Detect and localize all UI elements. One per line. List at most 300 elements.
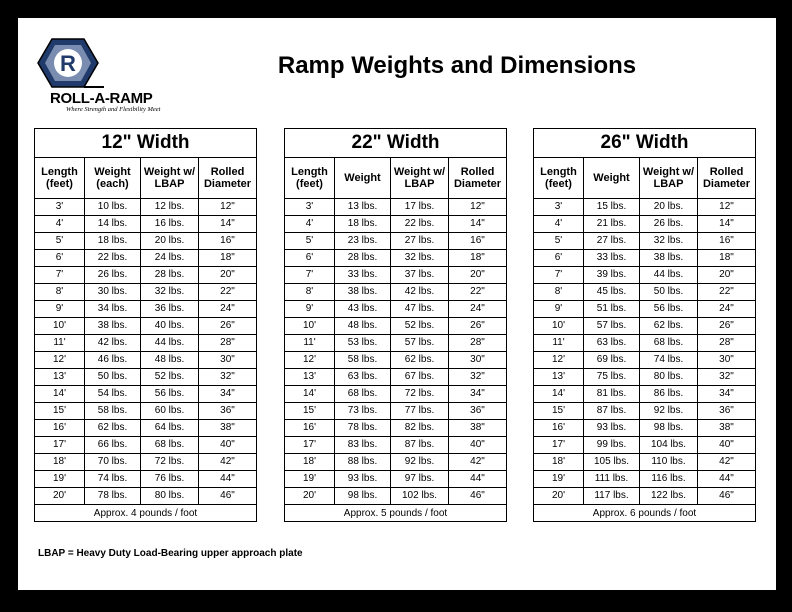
table-cell: 72 lbs. — [141, 454, 199, 471]
table-cell: 42 lbs. — [391, 284, 449, 301]
table-cell: 69 lbs. — [584, 352, 640, 369]
table-cell: 22 lbs. — [391, 216, 449, 233]
table-cell: 37 lbs. — [391, 267, 449, 284]
table-cell: 82 lbs. — [391, 420, 449, 437]
table-cell: 12' — [35, 352, 85, 369]
table-cell: 22" — [199, 284, 257, 301]
table-row — [35, 403, 257, 420]
header-row — [35, 158, 257, 199]
table-cell: 22 lbs. — [85, 250, 141, 267]
table-cell: 28" — [449, 335, 507, 352]
table-cell: 24 lbs. — [141, 250, 199, 267]
table-cell: 32" — [449, 369, 507, 386]
table-cell: 4' — [35, 216, 85, 233]
table-cell: 68 lbs. — [141, 437, 199, 454]
table-cell: 38" — [449, 420, 507, 437]
table-row — [534, 216, 756, 233]
table-cell: 47 lbs. — [391, 301, 449, 318]
table-cell: 5' — [35, 233, 85, 250]
table-cell: 58 lbs. — [85, 403, 141, 420]
table-cell: 34" — [698, 386, 756, 403]
table-cell: 87 lbs. — [391, 437, 449, 454]
lbap-footnote: LBAP = Heavy Duty Load-Bearing upper approach plate — [38, 548, 303, 559]
table-cell: 99 lbs. — [584, 437, 640, 454]
table-cell: 10' — [285, 318, 335, 335]
table-cell: 13' — [285, 369, 335, 386]
column-header: Weight w/ LBAP — [141, 158, 199, 199]
column-header: Weight w/ LBAP — [640, 158, 698, 199]
table-cell: 11' — [534, 335, 584, 352]
table-cell: 17 lbs. — [391, 199, 449, 216]
table-row — [35, 352, 257, 369]
table-row — [35, 267, 257, 284]
table-cell: 16 lbs. — [141, 216, 199, 233]
table-cell: 18" — [199, 250, 257, 267]
table-cell: 13' — [534, 369, 584, 386]
table-cell: 72 lbs. — [391, 386, 449, 403]
table-row — [35, 420, 257, 437]
table-cell: 98 lbs. — [335, 488, 391, 505]
weights-table — [533, 128, 756, 522]
table-cell: 14" — [698, 216, 756, 233]
table-cell: 38" — [199, 420, 257, 437]
table-cell: 75 lbs. — [584, 369, 640, 386]
table-cell: 14" — [199, 216, 257, 233]
table-cell: 11' — [35, 335, 85, 352]
table-cell: 28" — [698, 335, 756, 352]
table-cell: 57 lbs. — [584, 318, 640, 335]
table-row — [534, 284, 756, 301]
table-cell: 66 lbs. — [85, 437, 141, 454]
brand-tagline: Where Strength and Flexibility Meet — [66, 106, 161, 113]
table-cell: 92 lbs. — [391, 454, 449, 471]
table-cell: 14' — [534, 386, 584, 403]
table-row — [285, 488, 507, 505]
table-cell: 19' — [35, 471, 85, 488]
table-cell: 42 lbs. — [85, 335, 141, 352]
table-cell: 26 lbs. — [640, 216, 698, 233]
table-cell: 52 lbs. — [141, 369, 199, 386]
table-cell: 6' — [285, 250, 335, 267]
table-cell: 18' — [534, 454, 584, 471]
table-row — [534, 386, 756, 403]
table-cell: 104 lbs. — [640, 437, 698, 454]
table-cell: 40" — [199, 437, 257, 454]
table-cell: 14' — [285, 386, 335, 403]
table-cell: 46 lbs. — [85, 352, 141, 369]
table-cell: 33 lbs. — [584, 250, 640, 267]
table-cell: 33 lbs. — [335, 267, 391, 284]
table-cell: 102 lbs. — [391, 488, 449, 505]
table-cell: 20 lbs. — [141, 233, 199, 250]
table-cell: 16" — [698, 233, 756, 250]
table-row — [285, 369, 507, 386]
table-cell: 64 lbs. — [141, 420, 199, 437]
table-footer: Approx. 5 pounds / foot — [285, 505, 507, 522]
table-cell: 19' — [285, 471, 335, 488]
table-cell: 93 lbs. — [335, 471, 391, 488]
table-cell: 32 lbs. — [391, 250, 449, 267]
table-cell: 30 lbs. — [85, 284, 141, 301]
table-cell: 14' — [35, 386, 85, 403]
table-cell: 18' — [285, 454, 335, 471]
table-cell: 36 lbs. — [141, 301, 199, 318]
table-cell: 46" — [199, 488, 257, 505]
table-cell: 36" — [449, 403, 507, 420]
table-row — [534, 318, 756, 335]
table-cell: 46" — [449, 488, 507, 505]
table-row — [285, 352, 507, 369]
column-header: Weight w/ LBAP — [391, 158, 449, 199]
table-row — [534, 301, 756, 318]
table-cell: 40" — [698, 437, 756, 454]
table-cell: 15' — [35, 403, 85, 420]
table-cell: 18" — [698, 250, 756, 267]
table-cell: 6' — [534, 250, 584, 267]
table-cell: 12 lbs. — [141, 199, 199, 216]
table-row — [285, 216, 507, 233]
table-title: 26" Width — [534, 129, 756, 158]
table-cell: 38 lbs. — [335, 284, 391, 301]
table-cell: 17' — [534, 437, 584, 454]
table-cell: 20" — [199, 267, 257, 284]
table-cell: 24" — [698, 301, 756, 318]
table-cell: 68 lbs. — [640, 335, 698, 352]
document-page — [14, 14, 780, 594]
table-cell: 3' — [534, 199, 584, 216]
table-cell: 68 lbs. — [335, 386, 391, 403]
table-row — [285, 267, 507, 284]
table-cell: 28 lbs. — [335, 250, 391, 267]
table-cell: 10' — [534, 318, 584, 335]
table-title: 12" Width — [35, 129, 257, 158]
column-header: Weight — [584, 158, 640, 199]
table-row — [35, 335, 257, 352]
table-row — [285, 318, 507, 335]
table-row — [35, 250, 257, 267]
table-row — [534, 199, 756, 216]
table-row — [285, 454, 507, 471]
brand-name: ROLL-A-RAMP — [50, 90, 153, 107]
table-row — [534, 488, 756, 505]
table-row — [35, 216, 257, 233]
table-cell: 16' — [534, 420, 584, 437]
table-cell: 27 lbs. — [584, 233, 640, 250]
table-row — [35, 369, 257, 386]
table-cell: 13 lbs. — [335, 199, 391, 216]
table-row — [35, 488, 257, 505]
table-footer: Approx. 4 pounds / foot — [35, 505, 257, 522]
table-cell: 38" — [698, 420, 756, 437]
table-row — [35, 284, 257, 301]
table-cell: 70 lbs. — [85, 454, 141, 471]
table-cell: 24" — [449, 301, 507, 318]
table-cell: 63 lbs. — [584, 335, 640, 352]
column-header: Rolled Diameter — [199, 158, 257, 199]
table-cell: 54 lbs. — [85, 386, 141, 403]
table-cell: 18" — [449, 250, 507, 267]
table-row — [534, 420, 756, 437]
header-row — [534, 158, 756, 199]
table-cell: 8' — [285, 284, 335, 301]
table-cell: 44 lbs. — [640, 267, 698, 284]
column-header: Weight — [335, 158, 391, 199]
table-cell: 23 lbs. — [335, 233, 391, 250]
table-cell: 44" — [199, 471, 257, 488]
table-cell: 27 lbs. — [391, 233, 449, 250]
table-row — [285, 301, 507, 318]
table-cell: 9' — [285, 301, 335, 318]
table-cell: 26 lbs. — [85, 267, 141, 284]
table-cell: 24" — [199, 301, 257, 318]
table-cell: 11' — [285, 335, 335, 352]
table-cell: 3' — [285, 199, 335, 216]
table-cell: 58 lbs. — [335, 352, 391, 369]
table-cell: 15 lbs. — [584, 199, 640, 216]
table-cell: 17' — [285, 437, 335, 454]
table-cell: 44" — [698, 471, 756, 488]
table-row — [534, 233, 756, 250]
table-row — [534, 267, 756, 284]
table-cell: 74 lbs. — [640, 352, 698, 369]
table-cell: 93 lbs. — [584, 420, 640, 437]
table-cell: 14" — [449, 216, 507, 233]
table-cell: 42" — [449, 454, 507, 471]
table-row — [35, 199, 257, 216]
table-cell: 12" — [199, 199, 257, 216]
table-cell: 48 lbs. — [335, 318, 391, 335]
table-row — [285, 250, 507, 267]
table-cell: 10' — [35, 318, 85, 335]
table-cell: 18 lbs. — [335, 216, 391, 233]
table-cell: 48 lbs. — [141, 352, 199, 369]
table-cell: 38 lbs. — [85, 318, 141, 335]
column-header: Length (feet) — [35, 158, 85, 199]
table-cell: 20" — [698, 267, 756, 284]
table-cell: 110 lbs. — [640, 454, 698, 471]
table-cell: 4' — [285, 216, 335, 233]
table-cell: 36" — [698, 403, 756, 420]
table-cell: 98 lbs. — [640, 420, 698, 437]
table-cell: 40" — [449, 437, 507, 454]
table-cell: 20" — [449, 267, 507, 284]
table-row — [35, 386, 257, 403]
table-cell: 3' — [35, 199, 85, 216]
table-cell: 15' — [285, 403, 335, 420]
table-cell: 56 lbs. — [640, 301, 698, 318]
table-cell: 18 lbs. — [85, 233, 141, 250]
table-cell: 5' — [285, 233, 335, 250]
table-cell: 73 lbs. — [335, 403, 391, 420]
table-cell: 22" — [449, 284, 507, 301]
table-cell: 60 lbs. — [141, 403, 199, 420]
table-cell: 92 lbs. — [640, 403, 698, 420]
table-cell: 9' — [35, 301, 85, 318]
table-cell: 44" — [449, 471, 507, 488]
table-cell: 76 lbs. — [141, 471, 199, 488]
table-cell: 42" — [698, 454, 756, 471]
page-title: Ramp Weights and Dimensions — [277, 52, 637, 79]
table-cell: 80 lbs. — [640, 369, 698, 386]
table-row — [35, 318, 257, 335]
table-row — [285, 233, 507, 250]
table-row — [534, 403, 756, 420]
table-cell: 7' — [35, 267, 85, 284]
table-row — [534, 352, 756, 369]
table-cell: 17' — [35, 437, 85, 454]
table-cell: 12" — [698, 199, 756, 216]
table-cell: 105 lbs. — [584, 454, 640, 471]
table-cell: 40 lbs. — [141, 318, 199, 335]
table-cell: 16" — [449, 233, 507, 250]
table-cell: 12" — [449, 199, 507, 216]
table-cell: 46" — [698, 488, 756, 505]
table-cell: 36" — [199, 403, 257, 420]
table-cell: 45 lbs. — [584, 284, 640, 301]
table-cell: 26" — [698, 318, 756, 335]
table-cell: 15' — [534, 403, 584, 420]
table-cell: 50 lbs. — [640, 284, 698, 301]
table-cell: 77 lbs. — [391, 403, 449, 420]
table-cell: 34" — [199, 386, 257, 403]
table-cell: 38 lbs. — [640, 250, 698, 267]
table-cell: 19' — [534, 471, 584, 488]
header-row — [285, 158, 507, 199]
table-cell: 39 lbs. — [584, 267, 640, 284]
table-cell: 28" — [199, 335, 257, 352]
table-cell: 13' — [35, 369, 85, 386]
table-cell: 122 lbs. — [640, 488, 698, 505]
table-row — [285, 335, 507, 352]
table-row — [534, 369, 756, 386]
table-cell: 21 lbs. — [584, 216, 640, 233]
table-row — [534, 335, 756, 352]
table-cell: 16" — [199, 233, 257, 250]
table-row — [534, 454, 756, 471]
table-cell: 28 lbs. — [141, 267, 199, 284]
table-cell: 86 lbs. — [640, 386, 698, 403]
column-header: Length (feet) — [285, 158, 335, 199]
table-cell: 26" — [199, 318, 257, 335]
table-row — [285, 284, 507, 301]
table-cell: 81 lbs. — [584, 386, 640, 403]
table-cell: 7' — [534, 267, 584, 284]
table-cell: 12' — [534, 352, 584, 369]
table-cell: 67 lbs. — [391, 369, 449, 386]
table-cell: 4' — [534, 216, 584, 233]
table-cell: 34" — [449, 386, 507, 403]
table-cell: 8' — [534, 284, 584, 301]
table-cell: 42" — [199, 454, 257, 471]
table-row — [35, 233, 257, 250]
table-cell: 10 lbs. — [85, 199, 141, 216]
table-row — [285, 420, 507, 437]
table-cell: 12' — [285, 352, 335, 369]
table-cell: 5' — [534, 233, 584, 250]
table-cell: 116 lbs. — [640, 471, 698, 488]
column-header: Length (feet) — [534, 158, 584, 199]
table-cell: 52 lbs. — [391, 318, 449, 335]
table-cell: 20 lbs. — [640, 199, 698, 216]
table-cell: 20' — [534, 488, 584, 505]
table-cell: 32" — [199, 369, 257, 386]
table-row — [35, 437, 257, 454]
table-cell: 87 lbs. — [584, 403, 640, 420]
table-cell: 9' — [534, 301, 584, 318]
table-row — [35, 454, 257, 471]
table-cell: 56 lbs. — [141, 386, 199, 403]
column-header: Weight (each) — [85, 158, 141, 199]
table-row — [534, 250, 756, 267]
weights-table — [34, 128, 257, 522]
table-cell: 97 lbs. — [391, 471, 449, 488]
column-header: Rolled Diameter — [698, 158, 756, 199]
table-cell: 6' — [35, 250, 85, 267]
table-cell: 88 lbs. — [335, 454, 391, 471]
table-title: 22" Width — [285, 129, 507, 158]
table-cell: 57 lbs. — [391, 335, 449, 352]
table-row — [35, 471, 257, 488]
table-footer: Approx. 6 pounds / foot — [534, 505, 756, 522]
table-cell: 7' — [285, 267, 335, 284]
table-cell: 34 lbs. — [85, 301, 141, 318]
weights-table — [284, 128, 507, 522]
table-row — [285, 199, 507, 216]
table-cell: 53 lbs. — [335, 335, 391, 352]
table-row — [285, 386, 507, 403]
table-cell: 30" — [199, 352, 257, 369]
table-row — [534, 437, 756, 454]
table-cell: 32 lbs. — [640, 233, 698, 250]
table-cell: 16' — [35, 420, 85, 437]
table-cell: 78 lbs. — [335, 420, 391, 437]
table-cell: 62 lbs. — [85, 420, 141, 437]
table-row — [35, 301, 257, 318]
table-row — [285, 437, 507, 454]
table-cell: 16' — [285, 420, 335, 437]
table-cell: 63 lbs. — [335, 369, 391, 386]
table-cell: 74 lbs. — [85, 471, 141, 488]
table-cell: 80 lbs. — [141, 488, 199, 505]
table-cell: 51 lbs. — [584, 301, 640, 318]
table-cell: 32" — [698, 369, 756, 386]
table-cell: 32 lbs. — [141, 284, 199, 301]
table-cell: 62 lbs. — [391, 352, 449, 369]
table-cell: 117 lbs. — [584, 488, 640, 505]
table-cell: 111 lbs. — [584, 471, 640, 488]
table-row — [285, 403, 507, 420]
table-cell: 20' — [35, 488, 85, 505]
table-row — [534, 471, 756, 488]
table-cell: 44 lbs. — [141, 335, 199, 352]
logo-letter: R — [60, 51, 76, 76]
table-cell: 22" — [698, 284, 756, 301]
table-cell: 62 lbs. — [640, 318, 698, 335]
table-cell: 26" — [449, 318, 507, 335]
table-cell: 30" — [698, 352, 756, 369]
table-cell: 18' — [35, 454, 85, 471]
table-cell: 50 lbs. — [85, 369, 141, 386]
table-cell: 14 lbs. — [85, 216, 141, 233]
table-cell: 30" — [449, 352, 507, 369]
table-cell: 83 lbs. — [335, 437, 391, 454]
table-cell: 78 lbs. — [85, 488, 141, 505]
table-cell: 43 lbs. — [335, 301, 391, 318]
column-header: Rolled Diameter — [449, 158, 507, 199]
table-cell: 8' — [35, 284, 85, 301]
table-cell: 20' — [285, 488, 335, 505]
table-row — [285, 471, 507, 488]
